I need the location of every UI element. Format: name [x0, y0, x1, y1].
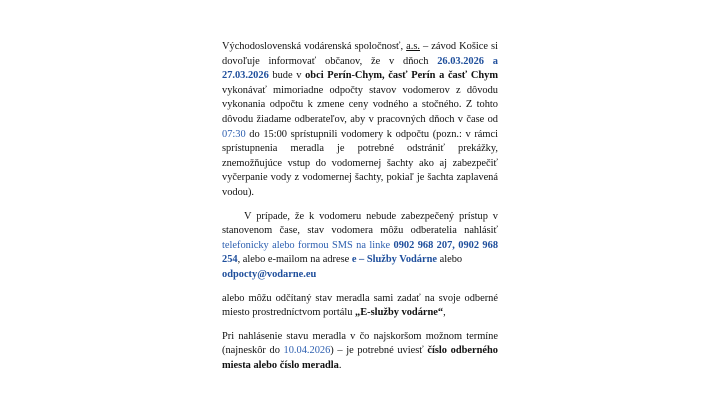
- sms-phone-label: telefonicky alebo formou SMS na linke: [222, 239, 391, 251]
- location-name: obci Perín-Chym, časť Perín a časť Chym: [305, 70, 498, 82]
- company-form-abbrev: a.s.: [406, 41, 420, 52]
- email-link[interactable]: odpocty@vodarne.eu: [222, 268, 317, 280]
- required-info: číslo odberného miesta alebo číslo meradla: [222, 345, 498, 371]
- time-end: 15:00: [263, 128, 287, 140]
- date-end: 27.03.2026: [222, 70, 269, 82]
- phone-numbers[interactable]: 0902 968 207, 0902 968 254: [222, 239, 499, 266]
- eservices-link[interactable]: e – Služby Vodárne: [351, 254, 438, 266]
- time-start: 07:30: [222, 128, 246, 140]
- portal-name[interactable]: „E-služby vodárne“: [355, 307, 444, 319]
- paragraph-portal: alebo môžu odčítaný stav meradla sami zadať na svoje odberné miesto prostredníctvom portálu „E-služby vodárne“,: [222, 292, 498, 319]
- paragraph-reporting-options: V prípade, že k vodomeru nebude zabezpečený prístup v stanovenom čase, stav vodomera môžu odberatelia nahlásiť telefonicky alebo formou SMS na linke 0902 968 207, 0902 968 254, alebo e-mailom na adrese e – Služby Vodárne alebo odpocty@vodarne.eu: [222, 210, 499, 280]
- date-start: 26.03.2026: [437, 55, 484, 67]
- paragraph-deadline: Pri nahlásenie stavu meradla v čo najskoršom možnom termíne (najneskôr do 10.04.2026) – je potrebné uviesť číslo odberného miesta alebo číslo meradla.: [222, 330, 498, 371]
- paragraph-announcement: Východoslovenská vodárenská spoločnosť, a.s. – závod Košice si dovoľuje informovať občanov, že v dňoch 26.03.2026 a 27.03.2026 bude v obci Perín-Chym, časť Perín a časť Chym vykonávať mimoriadne odpočty stavov vodomerov z dôvodu vykonania odpočtu k zmene ceny vodného a stočného. Z tohto dôvodu žiadame odberateľov, aby v pracovných dňoch v čase od 07:30 do 15:00 sprístupnili vodomery k odpočtu (pozn.: v rámci sprístupnenia meradla je potrebné odstrániť prekážky, znemožňujúce vstup do vodomernej šachty ako aj zabezpečiť vyčerpanie vody z vodomernej šachty, pokiaľ je šachta zaplavená vodou).: [222, 41, 498, 198]
- notice-document: [222, 40, 498, 373]
- deadline-date: 10.04.2026: [283, 345, 331, 357]
